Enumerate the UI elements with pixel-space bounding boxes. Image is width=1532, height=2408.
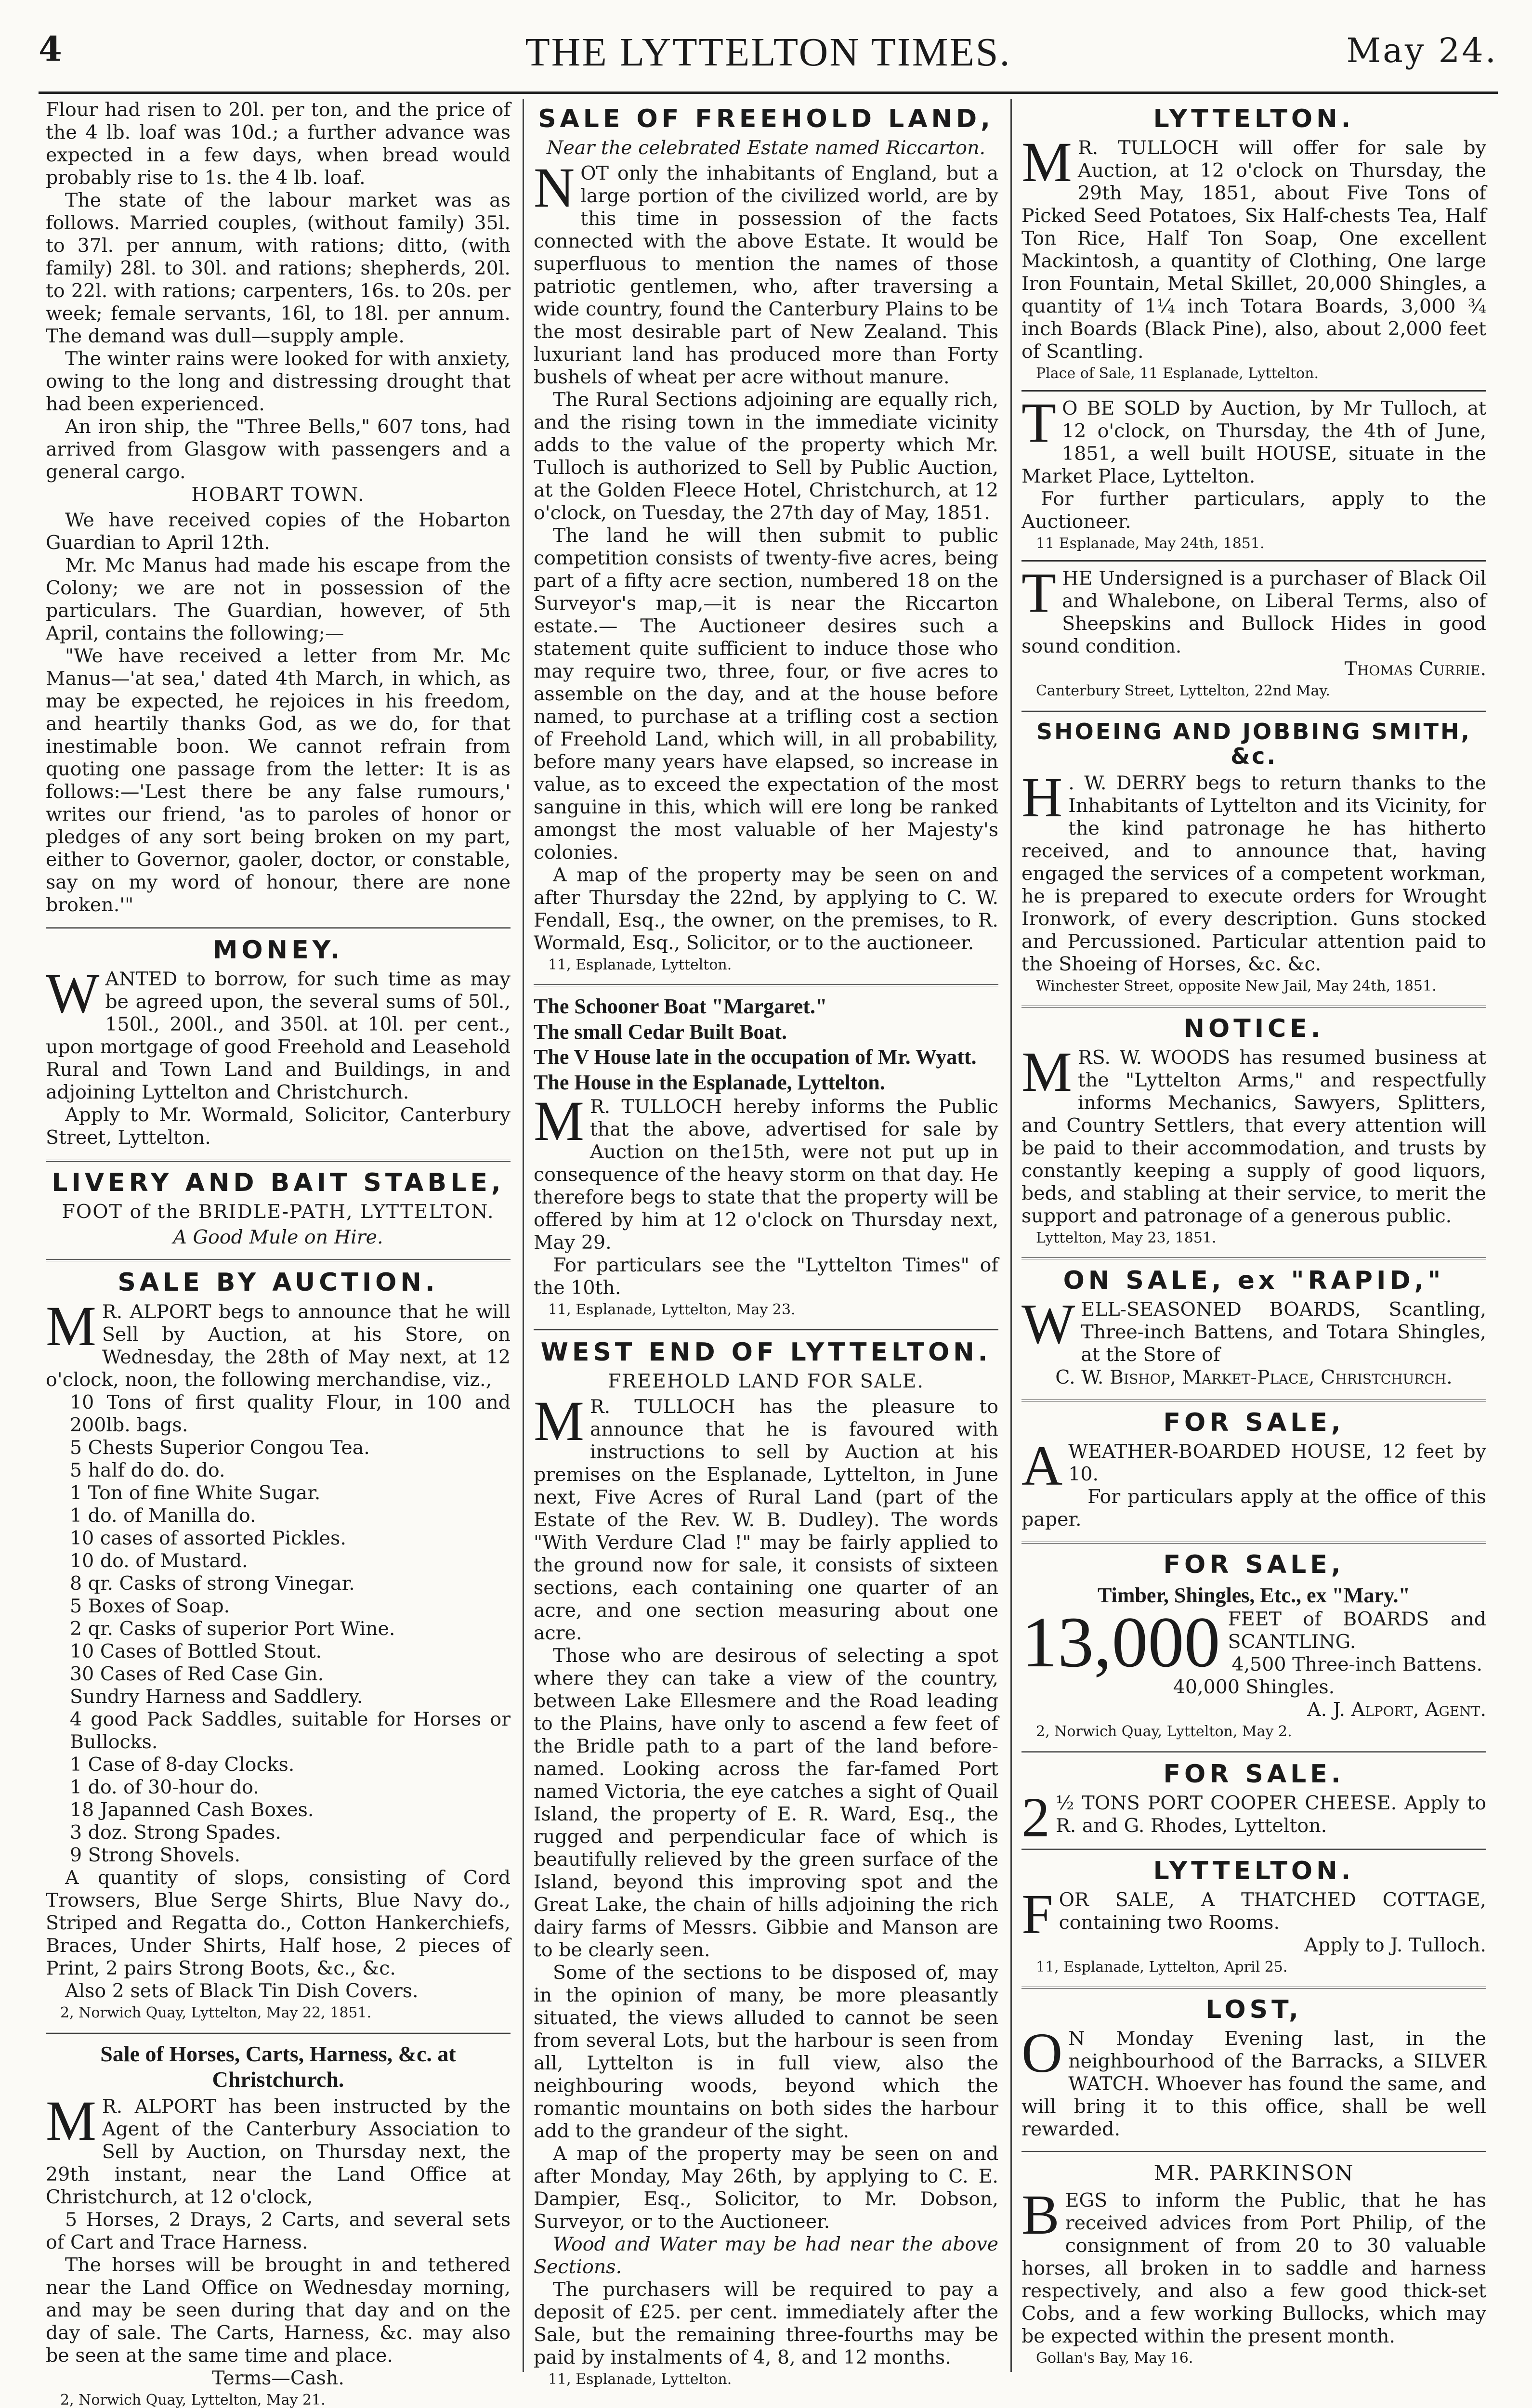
ad-heading-for-sale: FOR SALE. [1163, 1760, 1345, 1789]
ad-note: A Good Mule on Hire. [173, 1226, 383, 1249]
ad-text: The Rural Sections adjoining are equally rich, and the rising town in the immediate vicinity adds to the value of the property which Mr. Tulloch is authorized to Sell by Public Auction, at the Golden Fleece Hotel, Christchurch, at 12 o'clock, on Tuesday, the 27th day of May, 1851. [534, 389, 998, 524]
sale-item-title: The House in the Esplanade, Lyttelton. [534, 1071, 885, 1095]
ad-address: 11 Esplanade, May 24th, 1851. [1036, 535, 1265, 552]
ad-text: A map of the property may be seen on and after Monday, May 26th, by applying to C. E. Dampier, Esq., Solicitor, to Mr. Dobson, Surveyor, or to the Auctioneer. [534, 2142, 998, 2233]
divider [46, 927, 511, 929]
divider [1021, 1400, 1486, 1401]
ad-terms: Terms—Cash. [212, 2367, 344, 2390]
column-rule [523, 99, 524, 2372]
ad-signature: C. W. Bishop, Market-Place, Christchurch. [1055, 1366, 1453, 1389]
ad-notice [1021, 1040, 1486, 1247]
ad-text: A quantity of slops, consisting of Cord Trowsers, Blue Serge Shirts, Blue Navy do., Striped and Regatta do., Cotton Hankerchiefs, Braces, Under Shirts, Half hose, 2 pieces of Print, 2 pairs Strong Boots, &c., &c. [46, 1866, 511, 1979]
ad-house-for-sale [1021, 1434, 1486, 1531]
ad-text: 4,500 Three-inch Battens. [1231, 1653, 1483, 1676]
ad-lost-watch [1021, 2021, 1486, 2141]
drop-cap: H [1021, 766, 1063, 829]
list-item: Sundry Harness and Saddlery. [70, 1685, 363, 1708]
ad-heading-for-sale: FOR SALE, [1163, 1550, 1345, 1580]
ad-text: WEATHER-BOARDED HOUSE, 12 feet by 10. [1068, 1440, 1486, 1486]
divider [1021, 1751, 1486, 1753]
section-heading-hobart: HOBART TOWN. [191, 484, 365, 506]
divider [1021, 2151, 1486, 2153]
auction-item-list [46, 1391, 511, 1867]
divider [46, 2032, 511, 2034]
ad-text: For particulars apply at the office of this paper. [1021, 1486, 1486, 1531]
list-item: 5 half do do. do. [70, 1459, 225, 1481]
sale-item-title: The small Cedar Built Boat. [534, 1020, 787, 1044]
drop-cap: W [1021, 1292, 1075, 1356]
divider [1021, 560, 1486, 562]
divider [1021, 1987, 1486, 1989]
divider [1021, 390, 1486, 392]
drop-cap: A [1021, 1434, 1063, 1498]
column-2 [534, 99, 998, 2388]
drop-cap: M [46, 2089, 96, 2153]
ad-text: OR SALE, A THATCHED COTTAGE, containing two Rooms. [1059, 1889, 1486, 1934]
ad-house-auction [1021, 391, 1486, 552]
ad-signature: Apply to J. Tulloch. [1304, 1934, 1486, 1957]
list-item: 30 Cases of Red Case Gin. [70, 1662, 324, 1685]
ad-heading-lyttelton: LYTTELTON. [1153, 105, 1355, 133]
ad-text: A map of the property may be seen on and after Thursday the 22nd, by applying to C. W. Fendall, Esq., the owner, on the premises, to R. Wormald, Esq., Solicitor, or to the auctioneer. [534, 864, 998, 955]
ad-currie [1021, 561, 1486, 700]
list-item: 10 Cases of Bottled Stout. [70, 1640, 322, 1662]
list-item: 1 Case of 8-day Clocks. [70, 1753, 295, 1776]
issue-date: May 24. [1346, 31, 1498, 70]
ad-heading-for-sale: FOR SALE, [1163, 1408, 1345, 1438]
news-paragraph: "We have received a letter from Mr. Mc Manus—'at sea,' dated 4th March, in which, as may be expected, he rejoices in his freedom, and heartily thanks God, as we do, for that inestimable boon. We cannot refrain from quoting one passage from the letter: It is as follows:—'Lest there be any false rumours,' writes our friend, 'as to paroles of honor or pledges of any sort being broken on my part, either to Governor, gaoler, doctor, or constable, say on my word of honour, there are none broken.'" [46, 645, 511, 916]
ad-heading-smith: SHOEING AND JOBBING SMITH, &c. [1036, 719, 1471, 769]
list-item: 9 Strong Shovels. [70, 1844, 240, 1866]
ad-address: Lyttelton, May 23, 1851. [1036, 1230, 1217, 1247]
ad-text: R. TULLOCH has the pleasure to announce that he is favoured with instructions to sell by Auction at his premises on the Esplanade, Lyttelton, in June next, Five Acres of Rural Land (part of the Estate of the Rev. W. B. Dudley). The words "With Verdure Clad !" may be fairly applied to the ground now for sale, it consists of sixteen sections, each containing one quarter of an acre, and one section measuring about one acre. [534, 1395, 998, 1644]
drop-cap: M [534, 1389, 584, 1453]
masthead [39, 19, 1498, 94]
divider [1021, 1006, 1486, 1008]
sale-item-title: The V House late in the occupation of Mr. Wyatt. [534, 1045, 977, 1069]
column-3 [1021, 99, 1486, 2372]
ad-text: Those who are desirous of selecting a spot where they can take a view of the country, between Lake Ellesmere and the Road leading to the Plains, have only to ascend a few feet of the Bridle path to a part of the land before-named. Looking across the far-famed Port named Victoria, the eye catches a sight of Quail Island, the property of E. R. Ward, Esq., the rugged and perpendicular face of which is beautifully relieved by the green surface of the Island, beyond this improving spot and the Great Lake, the chain of hills adjoining the rich dairy farms of Messrs. Gibbie and Manson are to be clearly seen. [534, 1644, 998, 1961]
ad-text: For further particulars, apply to the Auctioneer. [1021, 487, 1486, 533]
list-item: 1 do. of Manilla do. [70, 1504, 256, 1527]
ad-schooner [534, 994, 998, 1319]
ad-address: Canterbury Street, Lyttelton, 22nd May. [1036, 682, 1330, 699]
ad-horses [46, 2089, 511, 2408]
column-1 [46, 99, 511, 2408]
drop-cap: B [1021, 2183, 1060, 2246]
list-item: 2 qr. Casks of superior Port Wine. [70, 1617, 395, 1640]
ad-timber [1021, 1583, 1486, 1741]
ad-address: 2, Norwich Quay, Lyttelton, May 21. [60, 2392, 326, 2408]
list-item: 3 doz. Strong Spades. [70, 1821, 281, 1844]
ad-text: . W. DERRY begs to return thanks to the Inhabitants of Lyttelton and its Vicinity, for the kind patronage he has hitherto received, and to announce that, having engaged the services of a competent workman, he is prepared to execute orders for Wrought Ironwork, of every description. Guns stocked and Percussioned. Particular attention paid to the Shoeing of Horses, &c. &c. [1021, 772, 1486, 976]
ad-signature: A. J. Alport, Agent. [1307, 1699, 1486, 1721]
ad-text: ½ TONS PORT COOPER CHEESE. Apply to R. and G. Rhodes, Lyttelton. [1056, 1792, 1486, 1837]
ad-address: 11, Esplanade, Lyttelton, May 23. [548, 1301, 796, 1319]
ad-address: 2, Norwich Quay, Lyttelton, May 2. [1036, 1723, 1292, 1741]
drop-cap: W [46, 962, 100, 1025]
ad-address: 11, Esplanade, Lyttelton. [548, 2370, 732, 2388]
ad-text: OT only the inhabitants of England, but a large portion of the civilized world, are by this time in possession of the facts connected with the above Estate. It would be superfluous to mention the names of those patriotic gentlemen, who, after traversing a wide country, found the Canterbury Plains to be the most desirable part of New Zealand. This luxuriant land has produced more than Forty bushels of wheat per acre without manure. [534, 162, 998, 389]
ad-freehold [534, 156, 998, 974]
ad-address: 11, Esplanade, Lyttelton. [548, 956, 732, 974]
ad-text: N Monday Evening last, in the neighbourhood of the Barracks, a SILVER WATCH. Whoever has found the same, and will bring it to this office, shall be well rewarded. [1021, 2028, 1486, 2141]
divider [534, 1329, 998, 1331]
ad-text: O BE SOLD by Auction, by Mr Tulloch, at 12 o'clock, on Thursday, the 4th of June, 1851, a well built HOUSE, situate in the Market Place, Lyttelton. [1021, 397, 1486, 487]
ad-text: ELL-SEASONED BOARDS, Scantling, Three-inch Battens, and Totara Shingles, at the Store of [1081, 1298, 1486, 1366]
ad-money [46, 962, 511, 1149]
ad-address: 11, Esplanade, Lyttelton, April 25. [1036, 1959, 1288, 1976]
ad-heading-auction: SALE BY AUCTION. [118, 1268, 439, 1297]
ad-rapid [1021, 1292, 1486, 1389]
ad-auction [46, 1294, 511, 2022]
list-item: 10 cases of assorted Pickles. [70, 1527, 346, 1549]
ad-cottage [1021, 1883, 1486, 1976]
ad-parkinson [1021, 2183, 1486, 2367]
ad-signature: Thomas Currie. [1344, 657, 1486, 680]
ad-address: Gollan's Bay, May 16. [1036, 2349, 1193, 2367]
ad-text: 5 Horses, 2 Drays, 2 Carts, and several sets of Cart and Trace Harness. [46, 2209, 511, 2254]
news-paragraph: We have received copies of the Hobarton Guardian to April 12th. [46, 509, 511, 554]
ad-subheading: FOOT of the BRIDLE-PATH, LYTTELTON. [62, 1201, 495, 1223]
large-quantity: 13,000 [1021, 1602, 1220, 1683]
ad-heading-west-end: WEST END OF LYTTELTON. [540, 1337, 992, 1367]
ad-heading-parkinson: MR. PARKINSON [1153, 2161, 1354, 2186]
ad-heading-notice: NOTICE. [1183, 1014, 1324, 1044]
ad-heading-livery: LIVERY AND BAIT STABLE, [52, 1168, 505, 1198]
ad-heading-lost: LOST, [1205, 1995, 1302, 2025]
list-item: 4 good Pack Saddles, suitable for Horses or Bullocks. [70, 1708, 511, 1753]
ad-text: EGS to inform the Public, that he has received advices from Port Philip, of the consignment of from 20 to 30 valuable horses, all broken in to saddle and harness respectively, and also a few good thick-set Cobs, and a few working Bullocks, which may be expected within the present month. [1021, 2189, 1486, 2347]
large-quantity: 2 [1021, 1786, 1050, 1849]
sale-item-title: The Schooner Boat "Margaret." [534, 994, 827, 1018]
ad-subheading: FREEHOLD LAND FOR SALE. [608, 1370, 924, 1392]
ad-text: HE Undersigned is a purchaser of Black Oil and Whalebone, on Liberal Terms, also of Sheepskins and Bullock Hides in good sound condition. [1021, 567, 1486, 657]
divider [1021, 1542, 1486, 1544]
list-item: 8 qr. Casks of strong Vinegar. [70, 1572, 355, 1595]
drop-cap: M [1021, 1040, 1072, 1104]
drop-cap: M [534, 1089, 584, 1153]
divider [46, 1160, 511, 1162]
ad-address: Winchester Street, opposite New Jail, May 24th, 1851. [1036, 978, 1437, 995]
ad-heading-rapid: ON SALE, ex "RAPID," [1063, 1266, 1445, 1295]
ad-smith [1021, 766, 1486, 995]
drop-cap: F [1021, 1883, 1053, 1946]
news-paragraph: Mr. Mc Manus had made his escape from the Colony; we are not in possession of the particulars. The Guardian, however, of 5th April, contains the following;— [46, 554, 511, 644]
news-paragraph: The state of the labour market was as follows. Married couples, (without family) 35l. to 37l. per annum, with rations; ditto, (with family) 28l. to 30l. and rations; shepherds, 20l. to 22l. with rations; carpenters, 16s. to 20s. per week; female servants, 16l, to 18l. per annum. The demand was dull—supply ample. [46, 189, 511, 347]
ad-text: RS. W. WOODS has resumed business at the "Lyttelton Arms," and respectfully informs Mechanics, Sawyers, Splitters, and Country Settlers, that every attention will be paid to their accommodation, and trusts by constantly keeping a supply of good liquors, beds, and stabling at their service, to merit the support and patronage of a generous public. [1021, 1047, 1486, 1228]
ad-text: The purchasers will be required to pay a deposit of £25. per cent. immediately after the Sale, but the remaining three-fourths may be paid by instalments of 4, 8, and 12 months. [534, 2278, 998, 2369]
ad-text: For particulars see the "Lyttelton Times" of the 10th. [534, 1254, 998, 1299]
ad-heading-freehold: SALE OF FREEHOLD LAND, [538, 105, 994, 133]
divider [1021, 710, 1486, 712]
ad-text: R. TULLOCH will offer for sale by Auction, at 12 o'clock on Thursday, the 29th May, 1851, about Five Tons of Picked Seed Potatoes, Six Half-chests Tea, Half Ton Rice, Half Ton Soap, One excellent Mackintosh, a quantity of Clothing, One large Iron Fountain, Metal Skillet, 20,000 Shingles, a quantity of 1¼ inch Totara Boards, 3,000 ¾ inch Boards (Black Pine), also, about 2,000 feet of Scantling. [1021, 137, 1486, 363]
ad-text: Wood and Water may be had near the above Sections. [534, 2233, 998, 2278]
drop-cap: T [1021, 561, 1057, 624]
ad-address: Place of Sale, 11 Esplanade, Lyttelton. [1036, 365, 1319, 382]
column-rule [1010, 99, 1012, 2372]
drop-cap: T [1021, 391, 1057, 454]
news-paragraph: Flour had risen to 20l. per ton, and the price of the 4 lb. loaf was 10d.; a further advance was expected in a few days, when bread would probably rise to 1s. the 4 lb. loaf. [46, 99, 511, 189]
ad-text: R. TULLOCH hereby informs the Public that the above, advertised for sale by Auction on the15th, were not put up in consequence of the heavy storm on that day. He therefore begs to state that the property will be offered by him at 12 o'clock on Thursday next, May 29. [534, 1096, 998, 1254]
drop-cap: N [534, 156, 575, 220]
list-item: 10 do. of Mustard. [70, 1549, 248, 1572]
ad-text: Apply to Mr. Wormald, Solicitor, Canterbury Street, Lyttelton. [46, 1104, 511, 1149]
ad-text: FEET of BOARDS and SCANTLING. [1228, 1608, 1486, 1653]
ad-subheading: Timber, Shingles, Etc., ex "Mary." [1098, 1583, 1410, 1607]
ad-text: ANTED to borrow, for such time as may be agreed upon, the several sums of 50l., 150l., 200l., and 350l. at 10l. per cent., upon mortgage of good Freehold and Leasehold Rural and Town Land and Buildings, in and adjoining Lyttelton and Christchurch. [46, 968, 511, 1104]
list-item: 18 Japanned Cash Boxes. [70, 1798, 314, 1821]
news-paragraph: An iron ship, the "Three Bells," 607 tons, had arrived from Glasgow with passengers and a general cargo. [46, 416, 511, 483]
ad-cheese [1021, 1786, 1486, 1849]
ad-text: R. ALPORT begs to announce that he will Sell by Auction, at his Store, on Wednesday, the 28th of May next, at 12 o'clock, noon, the following merchandise, viz., [46, 1300, 511, 1391]
ad-heading-lyttelton: LYTTELTON. [1153, 1857, 1355, 1886]
drop-cap: M [46, 1294, 96, 1358]
divider [534, 984, 998, 986]
ad-text: R. ALPORT has been instructed by the Agent of the Canterbury Association to Sell by Auction, on Thursday next, the 29th instant, near the Land Office at Christchurch, at 12 o'clock, [46, 2095, 511, 2209]
divider [1021, 1848, 1486, 1850]
ad-text: Also 2 sets of Black Tin Dish Covers. [65, 1979, 419, 2002]
ad-text: The land he will then submit to public competition consists of twenty-five acres, being part of a fifty acre section, numbered 18 on the Surveyor's map,—it is near the Riccarton estate.— The Auctioneer desires such a statement quite sufficient to induce those who may require two, three, four, or five acres to assemble on the day, and at the house before named, to purchase at a trifling cost a section of Freehold Land, which will, in all probability, before many years have elapsed, so increase in value, as to exceed the expectation of the most sanguine in this, which will ere long be ranked amongst the most valuable of her Majesty's colonies. [534, 524, 998, 864]
ad-west-end [534, 1389, 998, 2388]
drop-cap: M [1021, 131, 1072, 194]
page-number: 4 [39, 29, 62, 69]
list-item: 10 Tons of first quality Flour, in 100 and 200lb. bags. [70, 1391, 511, 1436]
list-item: 5 Chests Superior Congou Tea. [70, 1436, 370, 1459]
news-paragraph: The winter rains were looked for with anxiety, owing to the long and distressing drought that had been experienced. [46, 348, 511, 415]
ad-address: 2, Norwich Quay, Lyttelton, May 22, 1851. [60, 2004, 372, 2021]
list-item: 1 Ton of fine White Sugar. [70, 1481, 321, 1504]
list-item: 1 do. of 30-hour do. [70, 1776, 259, 1798]
ad-lyttelton-sale [1021, 131, 1486, 382]
ad-heading-horses: Sale of Horses, Carts, Harness, &c. at Christchurch. [100, 2042, 456, 2092]
divider [46, 1259, 511, 1261]
ad-heading-money: MONEY. [212, 936, 344, 965]
ad-text: 40,000 Shingles. [1173, 1676, 1335, 1699]
divider [1021, 1257, 1486, 1259]
ad-subheading: Near the celebrated Estate named Riccarton. [546, 137, 986, 159]
newspaper-title: THE LYTTELTON TIMES. [525, 30, 1011, 75]
ad-text: Some of the sections to be disposed of, may in the opinion of many, be more pleasantly situated, the views alluded to cannot be seen from several Lots, but the harbour is seen from all, Lyttelton is in full view, also the neighbouring woods, beyond which the romantic mountains on both sides the harbour add to the grandeur of the sight. [534, 1961, 998, 2142]
drop-cap: O [1021, 2021, 1063, 2085]
list-item: 5 Boxes of Soap. [70, 1595, 230, 1617]
ad-text: The horses will be brought in and tethered near the Land Office on Wednesday morning, and may be seen during that day and on the day of sale. The Carts, Harness, &c. may also be seen at the same time and place. [46, 2254, 511, 2367]
